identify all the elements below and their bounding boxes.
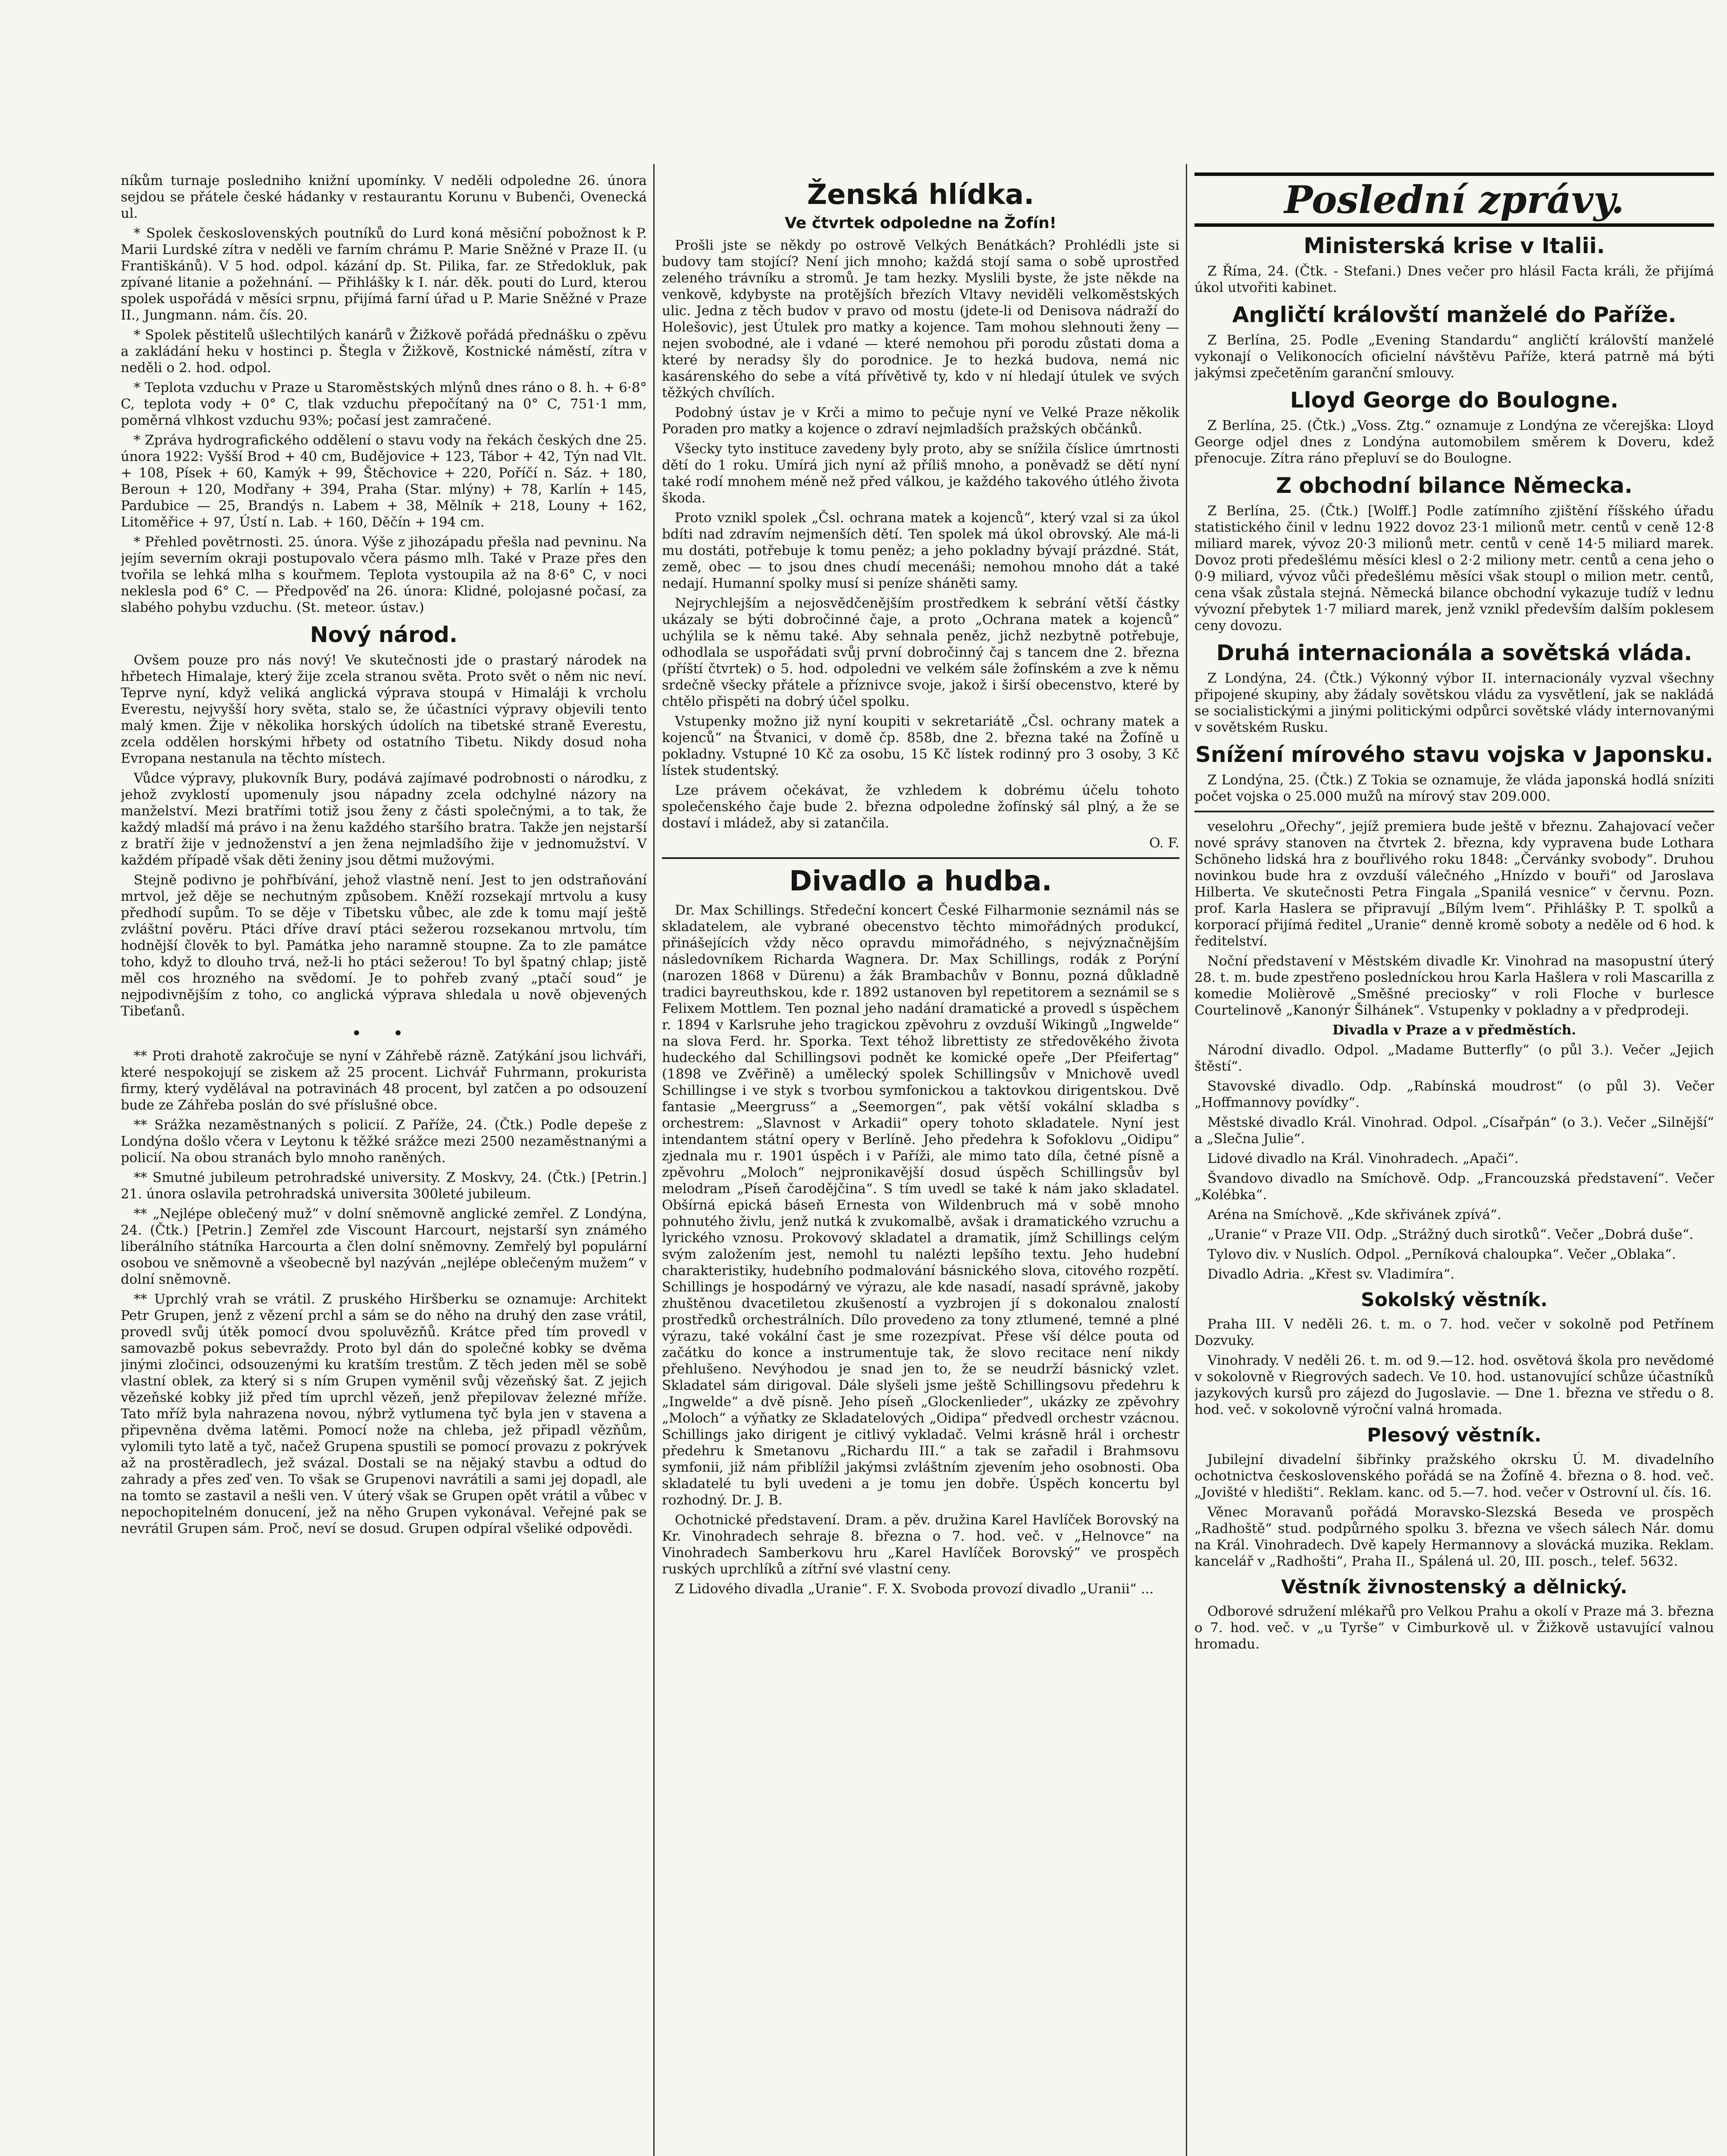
news-item: ** Proti drahotě zakročuje se nyní v Záhřebě rázně. Zatýkání jsou lichváři, které nespokojují se ziskem až 25 procent. Lichvář Fuhrmann, prokurista firmy, který vydělával na potravinách 48 procent, byl zatčen a po odsouzení bude ze Záhřeba poslán do své příslušné obce. <box>121 1048 647 1113</box>
notice: * Zpráva hydrografického oddělení o stavu vody na řekách českých dne 25. února 1922: Vyšší Brod + 40 cm, Budějovice + 123, Tábor + 42, Týn nad Vlt. + 108, Písek + 60, Kamýk + 99, Štěchovice + 220, Poříčí n. Sáz. + 180, Beroun + 120, Modřany + 394, Praha (Star. mlýny) + 78, Karlín + 145, Pardubice — 25, Brandýs n. Labem + 38, Mělník + 218, Louny + 162, Litoměřice + 97, Ústí n. Lab. + 160, Děčín + 194 cm. <box>121 432 647 530</box>
theatre-note: Noční představení v Městském divadle Kr. Vinohrad na masopustní úterý 28. t. m. bude zpestřeno posledníckou hrou Karla Hašlera v roli Mascarilla z komedie Molièrově „Směšné preciosky“ v roli Floche v burlesce Courtelinově „Kanonýr Šilhánek“. Vstupenky v pokladny a v předprodeji. <box>1194 953 1714 1018</box>
article-paragraph: Vůdce výpravy, plukovník Bury, podává zajímavé podrobnosti o národku, z jehož zvyklostí upomenuly jsou nápadny zcela odchylné názory na manželství. Mezi bratřími totiž jsou ženy z části společnými, a to tak, že každý mladší má právo i na ženu každého staršího bratra. Takže jen nejstarší z bratří žije v jednoženství a jen žena nejmladšího žije v jednomužství. V každém případě však děti ženiny jsou dětmi mužovými. <box>121 771 647 868</box>
article-paragraph: Dr. Max Schillings. Středeční koncert České Filharmonie seznámil nás se skladatelem, ale vybrané obecenstvo těchto mimořádných produkcí, přinášejících vždy něco opravdu mimořádného, s nejvýznačnějším následovníkem Richarda Wagnera. Dr. Max Schillings, rodák z Porýní (narozen 1868 v Dürenu) a žák Brambachův v Bonnu, pozná důkladně tradici bayreuthskou, kde r. 1892 ustanoven byl repetitorem a seznámil se s Felixem Mottlem. Ten poznal jeho nadání dramatické a provedl s úspěchem r. 1894 v Karlsruhe jeho tragickou zpěvohru z ovzduší Wikingů „Ingwelde“ na slova Ferd. hr. Sporka. Text téhož librettisty ze středověkého života hudeckého dal Schillingsovi podnět ke komické opeře „Der Pfeifertag“ (1898 ve Zvěřině) a umělecký spolek Schillingsův v Mnichově uvedl Schillingse i ve styk s tvorbou symfonickou a taktovkou dirigentskou. Dvě fantasie „Meergruss“ a „Seemorgen“, pak větší vokální skladba s orchestrem: „Slavnost v Arkadii“ opery tohoto skladatele. Nyní jest intendantem státní opery v Berlíně. Jeho předehra k Sofoklovu „Oidipu“ zjednala mu r. 1901 úspěch i v Paříži, ale mimo tato díla, četné písně a zpěvohru „Moloch“ nejpronikavější dosud úspěch Schillingsův byl melodram „Píseň čarodějčina“. S tím uvedl se také k nám jako skladatel. Obšírná epická báseň Ernesta von Wildenbruch má v sobě mnoho pohnutého živlu, jenž nutká k zvukomalbě, avšak i dramatického vzruchu a lyrického vznosu. Prokovový skladatel a dramatik, jímž Schillings celým svým založením jest, nemohl tu nalézti lepšího textu. Jeho hudební charakteristiky, hudebního podmalování básnického slova, citového rozpětí. Schillings je hospodárný ve výrazu, ale kde nasadí, nasadí správně, jakoby zhuštěnou dvacetiletou zkušeností a vyzbrojen jí s dokonalou znalostí prostředků orchestrálních. Dílo provedeno za tony ztlumené, temné a plné výrazu, také vokální čast je sme rozezpívat. Přese vší délce pouta od začátku do konce a instrumentuje tak, že slovo recitace není nikdy přehlušeno. Nevýhodou je snad jen to, že se neudrží básnický vzlet. Skladatel sám dirigoval. Dále slyšeli jsme ještě Schillingsovu předehru k „Ingwelde“ a dvě písně. Jeho píseň „Glockenlieder“, ukázky ze zpěvohry „Moloch“ a výňatky ze Skladatelových „Oidipa“ předvedl orchestr vzácnou. Schillings jako dirigent je citlivý vykladač. Velmi krásně hrál i orchestr předehru k Smetanovu „Richardu III.“ a tak se zařadil i Brahmsovu symfonii, již nám přiblížil jakýmsi zvláštním zjevením jeho osobnosti. Oba skladatelé tu byli uvedeni a je tomu jen dobře. Úspěch koncertu byl rozhodný. Dr. J. B. <box>662 903 1179 1508</box>
left-column <box>121 172 647 1540</box>
article-paragraph: Z Berlína, 25. Podle „Evening Standardu“ angličtí královští manželé vykonají o Velikonocích oficielní návštěvu Paříže, která patrně má býti jakýmsi zpečetěním garanční smlouvy. <box>1194 332 1714 381</box>
article-title: Z obchodní bilance Německa. <box>1276 473 1633 498</box>
article-paragraph: Všecky tyto instituce zavedeny byly proto, aby se snížila číslice úmrtnosti dětí do 1 roku. Umírá jich nyní až příliš mnoho, a poněvadž se dětí nyní také rodí mnohem méně než před válkou, je každého takového útlého života škoda. <box>662 441 1179 506</box>
novy-narod-title: Nový národ. <box>310 622 458 647</box>
intro-paragraph: níkům turnaje posledniho knižní upomínky. V neděli odpoledne 26. února sejdou se přátele české hádanky v restaurantu Korunu v Bubenči, Ovenecká ul. <box>121 173 647 221</box>
news-item: ** „Nejlépe oblečený muž“ v dolní sněmovně anglické zemřel. Z Londýna, 24. (Čtk.) [Petrin.] Zemřel zde Viscount Harcourt, nejstarší syn známého liberálního státníka Harcourta a člen dolní sněmovny. Zemřelý byl populární osobou ve sněmovně a všeobecně byl nazýván „nejlépe oblečeným mužem“ v dolní sněmovně. <box>121 1206 647 1287</box>
theatre-note: Městské divadlo Král. Vinohrad. Odpol. „Císařpán“ (o 3.). Večer „Silnější“ a „Slečna Julie“. <box>1194 1115 1714 1147</box>
zenska-hlidka-title: Ženská hlídka. <box>807 179 1034 211</box>
news-item: ** Smutné jubileum petrohradské university. Z Moskvy, 24. (Čtk.) [Petrin.] 21. února oslavila petrohradská universita 300leté jubileum. <box>121 1170 647 1202</box>
news-item: ** Uprchlý vrah se vrátil. Z pruského Hiršberku se oznamuje: Architekt Petr Grupen, jenž z vězení prchl a sám se do něho na druhý den zase vrátil, provedl svůj útěk pomocí dvou spoluvězňů. Krátce před tím provedl v samovazbě pokus sebevraždy. Proto byl dán do společné kobky se dvěma jinými zločinci, odsouzenými ku kratším trestům. Z těch jeden měl se sobě vlastní oblek, za který si s ním Grupen vyměnil svůj vězeňský šat. Z jejich vězeňské kobky již před tím uprchl vězeň, jenž přepilovav železné mříže. Tato mříž byla nahrazena novou, nýbrž vytlumena tyč byla jen v stavena a připevněna dvěma latěmi. Pomocí nože na chleba, jež připadl vězňům, vylomili tyto latě a tyč, načež Grupena spustili se pomocí provazu z pokrývek až na prostěradlech, jež svázal. Dostali se na nějaký stavbu a odtud do zahrady a přes zeď ven. To však se Grupenovi navrátili a sami jej dopadl, ale na tomto se zastavil a nešli ven. V úterý však se Grupen opět vrátil a vůbec v nepochopitelném donucení, jež na něho Grupen vykonával. Veřejné pak se nevrátil Grupen sám. Proč, neví se dosud. Grupen odpíral všeliké odpovědi. <box>121 1291 647 1536</box>
article-paragraph: Ovšem pouze pro nás nový! Ve skutečnosti jde o prastarý národek na hřbetech Himalaje, který žije zcela stranou světa. Proto svět o něm nic neví. Teprve nyní, když veliká anglická výprava stoupá v Himaláji k vrcholu Everestu, nejvyšší hory světa, stalo se, že účastníci výpravy objevili tento malý kmen. Žije v několika horských údolích na tibetské straně Everestu, zcela oddělen horskými hřbety od ostatního Tibetu. Nikdy dosud noha Evropana nestanula na těchto místech. <box>121 652 647 766</box>
divadlo-title: Divadlo a hudba. <box>789 865 1052 897</box>
plesovy-title: Plesový věstník. <box>1367 1424 1542 1446</box>
article-title: Snížení mírového stavu vojska v Japonsku. <box>1195 742 1713 767</box>
column-rule <box>653 164 655 2156</box>
zenska-hlidka-subtitle: Ve čtvrtek odpoledne na Žofín! <box>784 214 1057 232</box>
section-divider: • • <box>351 1024 416 1044</box>
article-paragraph: Podobný ústav je v Krči a mimo to pečuje nyní ve Velké Praze několik Poraden pro matky a kojence o zdraví nejmladších pražských občánků. <box>662 405 1179 437</box>
notice: * Spolek československých poutníků do Lurd koná měsiční pobožnost k P. Marii Lurdské zítra v neděli ve farním chrámu P. Marie Sněžné v Praze II. (u Františkánů). V 5 hod. odpol. kázání dp. St. Pilika, far. ze Středokluk, pak zpívané litanie a požehnání. — Přihlášky k I. nár. děk. pouti do Lurd, kterou spolek uspořádá v měsíci srpnu, přijímá farní úřad u P. Marie Sněžné v Praze II., Jungmann. nám. čís. 20. <box>121 226 647 323</box>
column-rule <box>1186 164 1187 2156</box>
article-title: Lloyd George do Boulogne. <box>1290 388 1619 413</box>
notice: * Teplota vzduchu v Praze u Staroměstských mlýnů dnes ráno o 8. h. + 6·8° C, teplota vody + 0° C, tlak vzduchu přepočítaný na 0° C, 751·1 mm, poměrná vlhkost vzduchu 93%; počasí jest zamračené. <box>121 380 647 428</box>
article-paragraph: Stejně podivno je pohřbívání, jehož vlastně není. Jest to jen odstraňování mrtvol, jež děje se nechutným způsobem. Kněží rozsekají mrtvolu a kusy předhodí supům. To se děje v Tibetsku vůbec, ale zde k tomu mají ještě zvláštní pověru. Ptáci dříve draví ptáci sežerou rozsekanou mrtvolu, tím hodnější člověk to byl. Památka jeho naramně stoupne. Za to zle památce toho, když to dlouho trvá, než-li ho ptáci sežerou! To byl špatný chlap; jistě měl cos hrozného na svědomí. Je to pohřeb zvaný „ptačí soud“ je nejpodivnějším z toho, co anglická výprava shledala u nově objevených Tibeťanů. <box>121 872 647 1019</box>
article-paragraph: Věnec Moravanů pořádá Moravsko-Slezská Beseda ve prospěch „Radhoště“ stud. podpůrného spolku 3. března ve všech sálech Nár. domu na Král. Vinohradech. Dvě kapely Hermannovy a slovácká muzika. Reklam. kancelář v „Radhošti“, Praha II., Spálená ul. 20, III. posch., telef. 5632. <box>1194 1504 1714 1569</box>
signature: O. F. <box>1149 835 1179 851</box>
section-rule <box>1194 811 1714 812</box>
article-paragraph: Vinohrady. V neděli 26. t. m. od 9.—12. hod. osvětová škola pro nevědomé v sokolovně v Riegrových sadech. Ve 10. hod. ustanovující schůze účastníků jazykových kursů pro zájezd do Jugoslavie. — Dne 1. března ve středu o 8. hod. več. v sokolovně výroční valná hromada. <box>1194 1353 1714 1417</box>
article-paragraph: Ochotnické představení. Dram. a pěv. družina Karel Havlíček Borovský na Kr. Vinohradech sehraje 8. března o 7. hod. več. v „Helnovce“ na Vinohradech Samberkovu hru „Karel Havlíček Borovský“ ve prospěch ruských uprchlíků a zítřní své vlastní ceny. <box>662 1512 1179 1577</box>
right-column <box>1194 172 1714 1656</box>
article-paragraph: Z Londýna, 24. (Čtk.) Výkonný výbor II. internacionály vyzval všechny připojené skupiny, aby žádaly sovětskou vládu za vysvětlení, jak se nakládá se socialistickými a jinými politickými odpůrci sovětské vlády internovanými v sovětském Rusku. <box>1194 671 1714 735</box>
theatre-note: Stavovské divadlo. Odp. „Rabínská moudrost“ (o půl 3). Večer „Hoffmannovy povídky“. <box>1194 1078 1714 1110</box>
sokolsky-title: Sokolský věstník. <box>1361 1289 1548 1311</box>
theatre-note: Divadlo Adria. „Křest sv. Vladimíra“. <box>1207 1266 1455 1282</box>
article-paragraph: Proto vznikl spolek „Čsl. ochrana matek a kojenců“, který vzal si za úkol bdíti nad zdravím nejmenších dětí. Ten spolek má úkol obrovský. Ale má-li mu dostáti, potřebuje k tomu peněz; a jeho pokladny bývají prázdné. Stát, země, obec — to jsou dnes chudí mecenáši; nemohou mnoho dát a také nedají. Humanní spolky musí si peníze sháněti samy. <box>662 510 1179 591</box>
article-paragraph: Lze právem očekávat, že vzhledem k dobrému účelu tohoto společenského čaje bude 2. března odpoledne žofínský sál plný, a že se dostaví i mládež, aby si zatančila. <box>662 783 1179 831</box>
article-paragraph: Vstupenky možno již nyní koupiti v sekretariátě „Čsl. ochrany matek a kojenců“ na Štvanici, v domě čp. 858b, dne 2. března také na Žofíně u pokladny. Vstupné 10 Kč za osobu, 15 Kč lístek rodinný pro 3 osoby, 3 Kč lístek studentský. <box>662 714 1179 778</box>
notice: * Přehled povětrnosti. 25. února. Výše z jihozápadu přešla nad pevninu. Na jejím severním okraji postupovalo včera pásmo mlh. Také v Praze přes den tvořila se lehká mlha s kouřmem. Teplota vystoupila až na 8·6° C, v noci neklesla pod 6° C. — Předpověď na 26. února: Klidné, polojasné počasí, za slabého pohybu vzduchu. (St. meteor. ústav.) <box>121 534 647 615</box>
article-paragraph: Odborové sdružení mlékařů pro Velkou Prahu a okolí v Praze má 3. března o 7. hod. več. v „u Tyrše“ v Cimburkově ul. v Žižkově ustavující valnou hromadu. <box>1194 1604 1714 1652</box>
theatre-note: Lidové divadlo na Král. Vinohradech. „Apači“. <box>1207 1151 1519 1166</box>
article-paragraph: Z Lidového divadla „Uranie“. F. X. Svoboda provozí divadlo „Uranii“ ... <box>675 1581 1154 1597</box>
article-title: Druhá internacionála a sovětská vláda. <box>1216 640 1693 665</box>
theatre-note: veselohru „Ořechy“, jejíž premiera bude ještě v březnu. Zahajovací večer nové správy stanoven na čtvrtek 2. března, kdy vypravena bude Lothara Schöneho lidská hra z bouřlivého roku 1848: „Červánky svobody“. Druhou novinkou bude hra z ovzduší válečného „Hnízdo v bouři“ od Jaroslava Hilberta. Ve skutečnosti Petra Fingala „Spanilá vesnice“ v červnu. Pozn. prof. Karla Haslera se připravují „Bílým lvem“. Přihlášky P. T. spolků a korporací přijímá ředitel „Uranie“ denně kromě soboty a neděle od 6 hod. k ředitelství. <box>1194 819 1714 949</box>
news-item: ** Srážka nezaměstnaných s policií. Z Paříže, 24. (Čtk.) Podle depeše z Londýna došlo včera v Leytonu k těžké srážce mezi 2500 nezaměstnanými a policií. Na obou stranách bylo mnoho raněných. <box>121 1117 647 1166</box>
theatre-note: Aréna na Smíchově. „Kde skřivánek zpívá“. <box>1207 1207 1501 1222</box>
article-paragraph: Z Berlína, 25. (Čtk.) [Wolff.] Podle zatímního zjištění říšského úřadu statistického činil v lednu 1922 dovoz 23·1 milionů metr. centů v ceně 12·8 miliard marek, vývoz 20·3 milionů metr. centů v ceně 14·5 miliard marek. Dovoz proti předešlému měsíci klesl o 2·2 miliony metr. centů a cena jeho o 0·9 miliard, vývoz vůči předešlému měsíci však stoupl o milion metr. centů, cena však zůstala stejná. Německá bilance obchodní vykazuje tudíž v lednu vývozní přebytek 1·7 miliard marek, jenž vznikl především dalším poklesem ceny dovozu. <box>1194 503 1714 633</box>
article-paragraph: Jubilejní divadelní šibřinky pražského okrsku Ú. M. divadelního ochotnictva československého pořádá se na Žofíně 4. března o 8. hod. več. „Jovišté v hledišti“. Reklam. kanc. od 5.—7. hod. večer v Ostrovní ul. čís. 16. <box>1194 1452 1714 1500</box>
theatre-note: Tylovo div. v Nuslích. Odpol. „Perníková chaloupka“. Večer „Oblaka“. <box>1207 1247 1676 1262</box>
posledni-zpravy-banner: Poslední zprávy. <box>1194 172 1714 227</box>
theatre-note: Národní divadlo. Odpol. „Madame Butterfly“ (o půl 3.). Večer „Jejich štěstí“. <box>1194 1042 1714 1074</box>
article-paragraph: Nejrychlejším a nejosvědčenějším prostředkem k sebrání větší částky ukázaly se býti dobročinné čaje, a proto „Ochrana matek a kojenců“ uchýlila se k němu také. Aby sehnala peněz, jichž nezbytně potřebuje, odhodlala se uspořádati svůj první dobročinný čaj s tancem dne 2. března (příští čtvrtek) o 5. hod. odpoledni ve velkém sále žofínském a zve k němu srdečně všecky přátele a příznivce svoje, jakož i širší obecenstvo, které by chtělo přispěti na dobrý účel spolku. <box>662 595 1179 709</box>
article-paragraph: Praha III. V neděli 26. t. m. o 7. hod. večer v sokolně pod Petřínem Dozvuky. <box>1194 1316 1714 1348</box>
vestnik-title: Věstník živnostenský a dělnický. <box>1281 1576 1627 1598</box>
theatre-heading: Divadla v Praze a v předměstích. <box>1332 1022 1577 1038</box>
notice: * Spolek pěstitelů ušlechtilých kanárů v Žižkově pořádá přednášku o zpěvu a zakládání heku v hostinci p. Štegla v Žižkově, Kostnické náměstí, zítra v neděli o 2. hod. odpol. <box>121 327 647 376</box>
theatre-note: „Uranie“ v Praze VII. Odp. „Strážný duch sirotků“. Večer „Dobrá duše“. <box>1207 1227 1694 1242</box>
article-paragraph: Z Londýna, 25. (Čtk.) Z Tokia se oznamuje, že vláda japonská hodlá sníziti počet vojska o 25.000 mužů na mírový stav 209.000. <box>1194 772 1714 804</box>
article-title: Ministerská krise v Italii. <box>1304 233 1605 258</box>
article-title: Angličtí královští manželé do Paříže. <box>1232 302 1677 327</box>
article-paragraph: Z Berlína, 25. (Čtk.) „Voss. Ztg.“ oznamuje z Londýna ze včerejška: Lloyd George odjel dnes z Londýna automobilem směrem k Doveru, kdež přenocuje. Zítra ráno přepluví se do Boulogne. <box>1194 418 1714 466</box>
article-paragraph: Z Říma, 24. (Čtk. - Stefani.) Dnes večer pro hlásil Facta králi, že přijímá úkol utvořiti kabinet. <box>1194 263 1714 295</box>
article-paragraph: Prošli jste se někdy po ostrově Velkých Benátkách? Prohlédli jste si budovy tam stojící? Není jich mnoho; každá stojí sama o sobě uprostřed zeleného trávníku a stromů. Je tam hezky. Myslili byste, že jste někde na venkově, kdybyste na protějších březích Vltavy neviděli velkoměstských ulic. Jedna z těch budov v pravo od mostu (jdete-li od Denisova nádraží do Holešovic), jest Útulek pro matky a kojence. Tam mohou slehnouti ženy — nejen svobodné, ale i vdané — které nemohou při porodu zůstati doma a které by neradsy šly do porodnice. Je to hezká budova, nemá nic kasárenského do sebe a vítá přívětivě ty, kdo v ní hledají útulek ve svých těžkých chvílích. <box>662 238 1179 401</box>
middle-column <box>662 172 1179 1601</box>
theatre-note: Švandovo divadlo na Smíchově. Odp. „Francouzská představení“. Večer „Kolébka“. <box>1194 1171 1714 1203</box>
section-rule <box>662 857 1179 859</box>
